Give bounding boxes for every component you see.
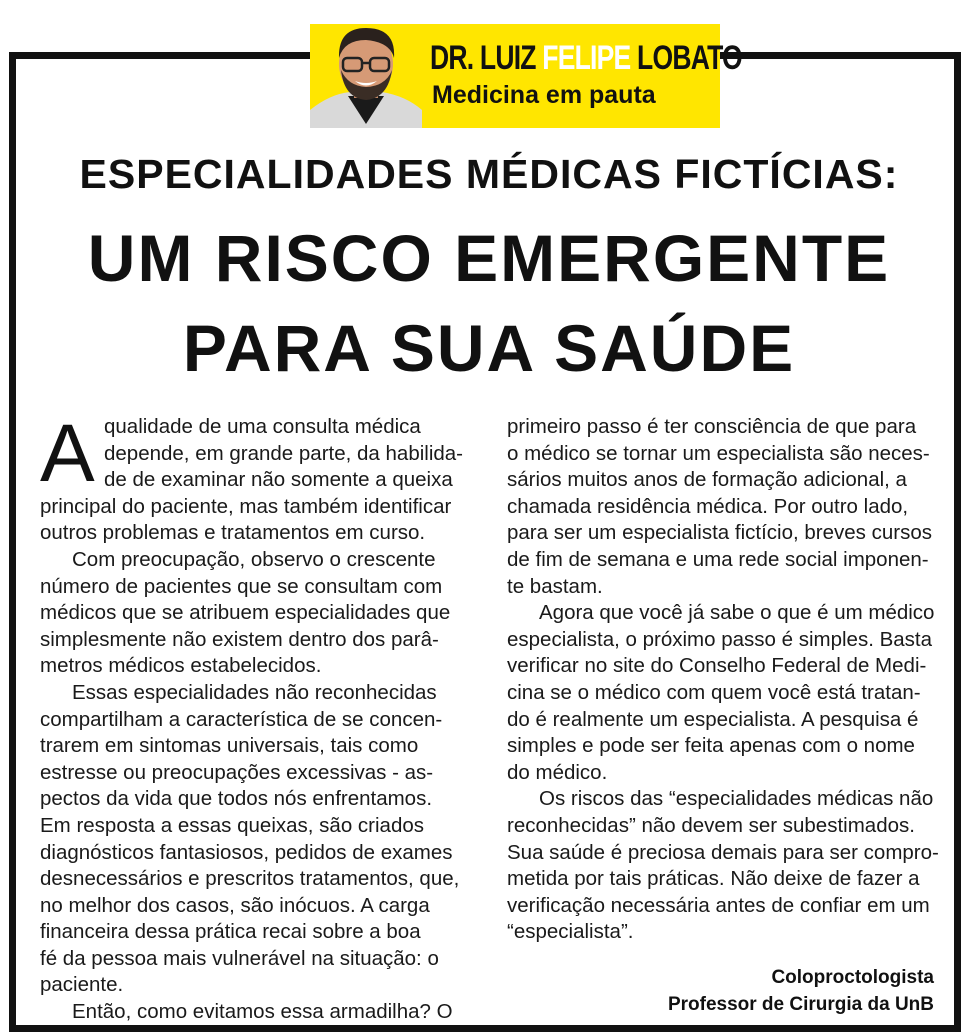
text-line: paciente. <box>40 973 124 997</box>
column-header <box>310 24 742 128</box>
text-line: Com preocupação, observo o crescente <box>72 547 436 571</box>
author-name <box>430 38 742 78</box>
text-line: reconhecidas” não devem ser subestimados. <box>507 813 915 837</box>
text-line: Agora que você já sabe o que é um médico <box>539 601 935 625</box>
text-line: metros médicos estabelecidos. <box>40 654 322 678</box>
text-line: Os riscos das “especialidades médicas não <box>539 787 934 811</box>
text-line: te bastam. <box>507 574 603 598</box>
text-line: simplesmente não existem dentro dos parâ- <box>40 627 439 651</box>
text-line: primeiro passo é ter consciência de que para <box>507 415 917 438</box>
text-line: o médico se tornar um especialista são neces- <box>507 441 930 465</box>
signature-title: Professor de Cirurgia da UnB <box>667 994 934 1015</box>
text-line: médicos que se atribuem especialidades que <box>40 601 451 625</box>
text-line: fé da pessoa mais vulnerável na situação: o <box>40 946 439 970</box>
headline-kicker: ESPECIALIDADES MÉDICAS FICTÍCIAS: <box>79 151 899 197</box>
text-line: número de pacientes que se consultam com <box>40 574 443 598</box>
text-line: financeira dessa prática recai sobre a boa <box>40 920 421 944</box>
author-signature <box>668 964 934 1018</box>
text-line: “especialista”. <box>507 920 634 944</box>
text-line: Em resposta a essas queixas, são criados <box>40 813 424 837</box>
text-line: Então, como evitamos essa armadilha? O <box>72 1000 453 1024</box>
text-line: do é realmente um especialista. A pesquisa é <box>507 707 919 731</box>
author-name-suffix: LOBATO <box>630 39 742 77</box>
text-line: principal do paciente, mas também identificar <box>40 494 452 518</box>
text-line: no melhor dos casos, são inócuos. A carga <box>40 893 430 917</box>
signature-specialty: Coloproctologista <box>771 967 934 988</box>
text-line: Sua saúde é preciosa demais para ser compro- <box>507 840 939 864</box>
text-line: verificação necessária antes de confiar em um <box>507 893 930 917</box>
text-line: outros problemas e tratamentos em curso. <box>40 521 426 545</box>
text-line: trarem em sintomas universais, tais como <box>40 734 419 758</box>
column-name: Medicina em pauta <box>432 81 656 109</box>
text-line: do médico. <box>507 760 608 784</box>
article-column-right <box>507 414 943 946</box>
author-name-prefix: DR. LUIZ <box>430 39 543 77</box>
headline-main-line2: PARA SUA SAÚDE <box>182 311 796 385</box>
text-line: para ser um especialista fictício, breves cursos <box>507 521 932 545</box>
text-line: qualidade de uma consulta médica <box>104 415 421 438</box>
text-line: compartilham a característica de se concen- <box>40 707 443 731</box>
article-column-left <box>40 408 472 1026</box>
text-line: cina se o médico com quem você está tratan- <box>507 680 921 704</box>
text-line: de fim de semana e uma rede social imponen- <box>507 547 929 571</box>
text-line: estresse ou preocupações excessivas - as- <box>40 760 434 784</box>
text-line: simples e pode ser feita apenas com o nome <box>507 734 915 758</box>
author-portrait <box>310 24 422 128</box>
text-line: pectos da vida que todos nós enfrentamos. <box>40 787 433 811</box>
text-line: chamada residência médica. Por outro lado, <box>507 494 909 518</box>
text-line: metida por tais práticas. Não deixe de fazer a <box>507 867 920 891</box>
drop-cap: A <box>40 408 95 499</box>
text-line: diagnósticos fantasiosos, pedidos de exames <box>40 840 453 864</box>
text-line: Essas especialidades não reconhecidas <box>72 680 437 704</box>
headline-main-line1: UM RISCO EMERGENTE <box>87 221 891 295</box>
text-line: especialista, o próximo passo é simples. Basta <box>507 627 933 651</box>
author-name-highlight: FELIPE <box>542 39 631 77</box>
drop-cap-paragraph-lines <box>40 408 472 499</box>
text-line: verificar no site do Conselho Federal de Medi- <box>507 654 927 678</box>
text-line: sários muitos anos de formação adicional, a <box>507 468 907 492</box>
text-line: desnecessários e prescritos tratamentos, que, <box>40 867 460 891</box>
text-line: depende, em grande parte, da habilida- <box>104 441 464 465</box>
text-line: de de examinar não somente a queixa <box>104 468 453 492</box>
author-photo-icon <box>310 24 422 128</box>
